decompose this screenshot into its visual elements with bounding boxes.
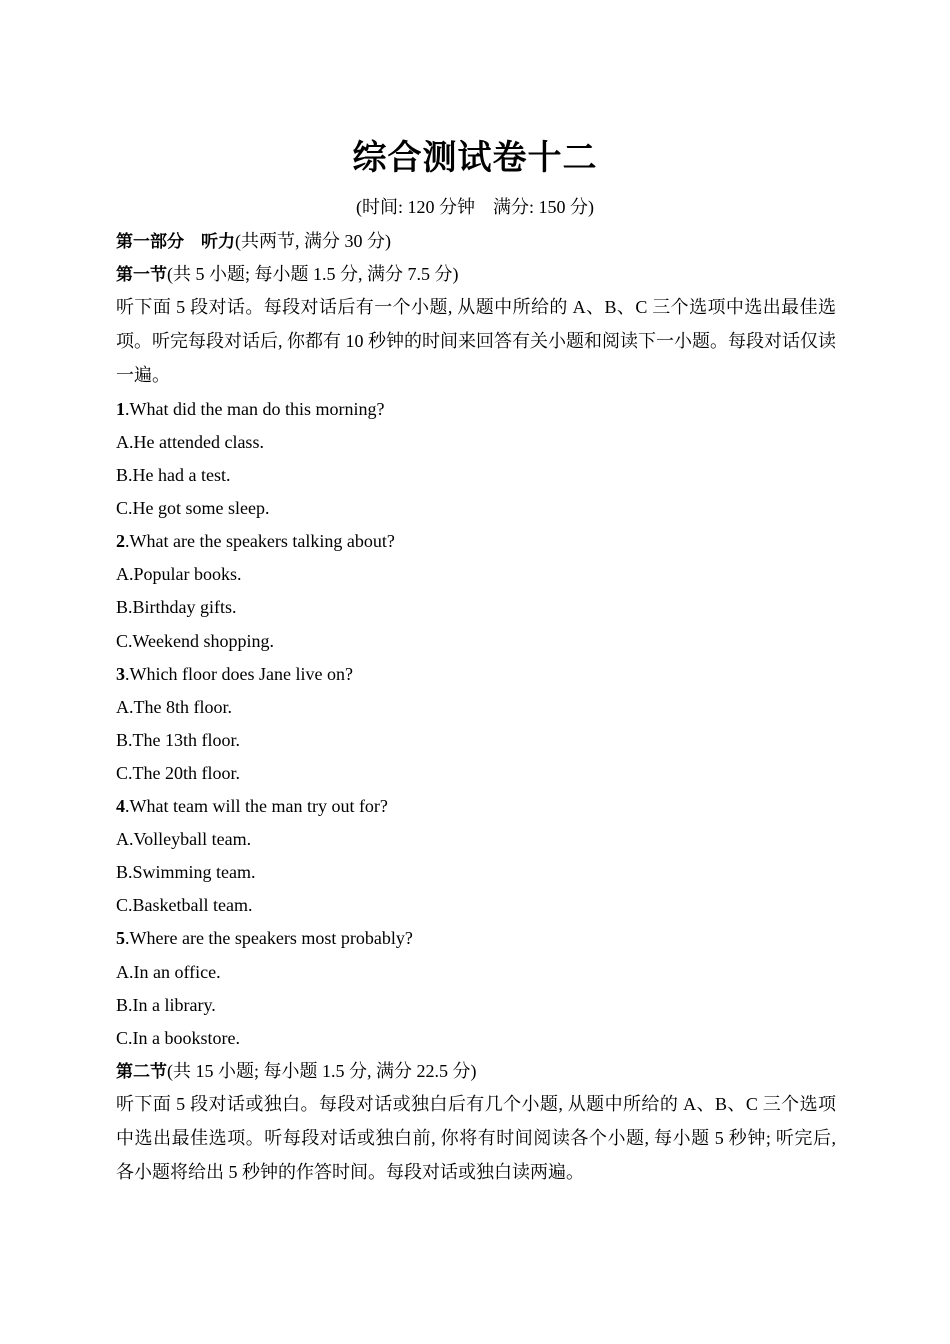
section2-instructions: 听下面 5 段对话或独白。每段对话或独白后有几个小题, 从题中所给的 A、B、C 三个选项中选出最佳选项。听每段对话或独白前, 你将有时间阅读各个小题, 每小题 5 秒钟; 听完后, 各小题将给出 5 秒钟的作答时间。每段对话或独白读两遍。: [116, 1093, 836, 1182]
option-a: A.In an office.: [116, 961, 221, 982]
document-body: [116, 225, 836, 1190]
option-b: B.He had a test.: [116, 465, 231, 486]
question-5: [116, 922, 836, 1054]
question-stem: [116, 393, 836, 426]
part1-heading-rest: (共两节, 满分 30 分): [235, 231, 391, 251]
document-subtitle: (时间: 120 分钟 满分: 150 分): [356, 197, 594, 217]
option-c: C.He got some sleep.: [116, 498, 270, 519]
document-title: 综合测试卷十二: [352, 138, 598, 178]
option-a: A.Volleyball team.: [116, 829, 252, 850]
question-3: [116, 658, 836, 790]
question-text: .Which floor does Jane live on?: [125, 663, 353, 684]
option-c: C.Basketball team.: [116, 895, 253, 916]
question-stem: [116, 658, 836, 691]
option-c: C.In a bookstore.: [116, 1027, 240, 1048]
part1-heading: [116, 225, 836, 258]
question-1: [116, 393, 836, 525]
question-stem: [116, 922, 836, 955]
section2-heading-rest: (共 15 小题; 每小题 1.5 分, 满分 22.5 分): [167, 1060, 477, 1081]
question-text: .What team will the man try out for?: [125, 796, 388, 817]
question-number: 4: [116, 796, 125, 817]
option-b: B.Swimming team.: [116, 862, 256, 883]
section2-heading-bold: 第二节: [116, 1061, 167, 1082]
section1-heading: [116, 258, 836, 291]
question-2: [116, 525, 836, 657]
question-stem: [116, 525, 836, 558]
section1-instructions: 听下面 5 段对话。每段对话后有一个小题, 从题中所给的 A、B、C 三个选项中选出最佳选项。听完每段对话后, 你都有 10 秒钟的时间来回答有关小题和阅读下一小题。每段对话仅读一遍。: [116, 297, 836, 385]
section2-heading: [116, 1055, 836, 1088]
question-number: 5: [116, 928, 125, 949]
question-number: 2: [116, 531, 125, 552]
question-text: .Where are the speakers most probably?: [125, 928, 413, 949]
option-c: C.The 20th floor.: [116, 762, 240, 783]
question-text: .What did the man do this morning?: [125, 398, 385, 419]
section1-heading-rest: (共 5 小题; 每小题 1.5 分, 满分 7.5 分): [167, 264, 459, 285]
question-text: .What are the speakers talking about?: [125, 531, 395, 552]
option-c: C.Weekend shopping.: [116, 630, 275, 651]
option-b: B.The 13th floor.: [116, 729, 240, 750]
question-stem: [116, 790, 836, 823]
question-number: 3: [116, 663, 125, 684]
section1-heading-bold: 第一节: [116, 265, 167, 286]
part1-heading-bold: 第一部分 听力: [116, 232, 235, 252]
option-a: A.The 8th floor.: [116, 696, 232, 717]
question-number: 1: [116, 398, 125, 419]
option-b: B.Birthday gifts.: [116, 597, 237, 618]
option-b: B.In a library.: [116, 994, 216, 1015]
question-4: [116, 790, 836, 922]
option-a: A.He attended class.: [116, 432, 264, 452]
option-a: A.Popular books.: [116, 564, 242, 585]
